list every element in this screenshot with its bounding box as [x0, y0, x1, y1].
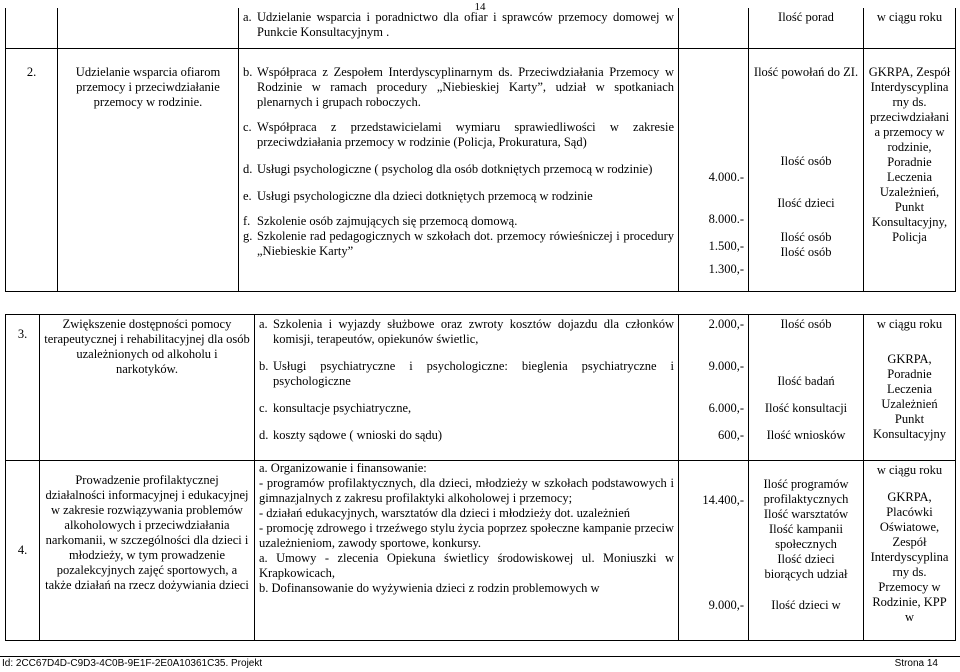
row-number: 3. [6, 315, 40, 461]
row-number: 2. [6, 48, 58, 291]
cost-cell: 2.000,- 9.000,- 6.000,- 600,- [679, 315, 749, 461]
task-cell: a. Organizowanie i finansowanie: - programów profilaktycznych, dla dzieci, młodzieży w szkołach podstawowych i gimnazjalnych z zakresu profilaktyki alkoholowej i przemocy; - działań edukacyjnych, warsztatów dla dzieci i młodzieży dot. uzależnień - promocję zdrowego i trzeźwego stylu życia poprzez społeczne kampanie przeciw uzależnieniom, zawody sportowe, konkursy. a. Umowy - zlecenia Opiekuna świetlicy środowiskowej ul. Moniuszki w Krapkowicach, b. Dofinansowanie do wyżywienia dzieci z rodzin problemowych w [255, 461, 679, 641]
table-row [6, 315, 956, 461]
table-row: a. Udzielanie wsparcia i poradnictwo dla ofiar i sprawców przemocy domowej w Punkcie Konsultacyjnym . Ilość porad w ciągu roku [6, 8, 956, 48]
who-cell: w ciągu roku GKRPA, Placówki Oświatowe, Zespół Interdyscyplina rny ds. Przemocy w Rodzinie, KPP w [864, 461, 956, 641]
task-text: Udzielanie wsparcia i poradnictwo dla ofiar i sprawców przemocy domowej w Punkcie Konsultacyjnym . [257, 10, 674, 39]
indicator-cell: Ilość programów profilaktycznych Ilość warsztatów Ilość kampanii społecznych Ilość dzieci biorących udział Ilość dzieci w [749, 461, 864, 641]
cost-cell: 4.000.- 8.000.- 1.500,- 1.300,- [679, 48, 749, 291]
who-cell: GKRPA, Zespół Interdyscyplina rny ds. przeciwdziałani a przemocy w rodzinie, Poradnie Leczenia Uzależnień, Punkt Konsultacyjny, Policja [864, 48, 956, 291]
table-bottom [5, 314, 956, 641]
page-footer [0, 656, 960, 672]
task-cell: b. Współpraca z Zespołem Interdyscyplinarnym ds. Przeciwdziałania Przemocy w Rodzinie w ramach procedury „Niebieskiej Karty”, udział w spotkaniach plenarnych i grupach roboczych. c. Współpraca z przedstawicielami wymiaru sprawiedliwości w zakresie przeciwdziałania przemocy w rodzinie (Policja, Prokuratura, Sąd) d. Usługi psychologiczne ( psycholog dla osób dotkniętych przemocą w rodzinie) e. Usługi psychologiczne dla dzieci dotkniętych przemocą w rodzinie f. Szkolenie osób zajmujących się przemocą domową. g. Szkolenie rad pedagogicznych w szkołach dot. przemocy rówieśniczej i procedury „Niebieskie Karty” [239, 48, 679, 291]
cost-cell: 14.400,- 9.000,- [679, 461, 749, 641]
task-cell: a. Szkolenia i wyjazdy służbowe oraz zwroty kosztów dojazdu dla członków komisji, terapeutów, opiekunów świetlic, b. Usługi psychiatryczne i psychologiczne: bieglenia psychiatryczne i psychologiczne c. konsultacje psychiatryczne, d. koszty sądowe ( wnioski do sądu) [255, 315, 679, 461]
goal-cell: Zwiększenie dostępności pomocy terapeutycznej i rehabilitacyjnej dla osób uzależnionych od alkoholu i narkotyków. [40, 315, 255, 461]
table-top [5, 8, 956, 292]
page-number: 14 [474, 1, 486, 13]
indicator-cell: Ilość powołań do ZI. Ilość osób Ilość dzieci Ilość osób Ilość osób [749, 48, 864, 291]
indicator-cell: Ilość osób Ilość badań Ilość konsultacji Ilość wniosków [749, 315, 864, 461]
table-row [6, 461, 956, 641]
who-cell: w ciągu roku [864, 8, 956, 48]
table-row [6, 48, 956, 291]
document-id: Id: 2CC67D4D-C9D3-4C0B-9E1F-2E0A10361C35. Projekt [2, 658, 263, 669]
row-number: 4. [6, 461, 40, 641]
goal-cell: Prowadzenie profilaktycznej działalności informacyjnej i edukacyjnej w zakresie rozwiązywania problemów alkoholowych i przeciwdziałania narkomanii, w szczególności dla dzieci i młodzieży, w tym prowadzenie pozalekcyjnych zajęć sportowych, a także działań na rzecz dożywiania dzieci [40, 461, 255, 641]
indicator-cell: Ilość porad [749, 8, 864, 48]
who-cell: w ciągu roku GKRPA, Poradnie Leczenia Uzależnień Punkt Konsultacyjny [864, 315, 956, 461]
page-label: Strona 14 [894, 658, 938, 669]
goal-cell: Udzielanie wsparcia ofiarom przemocy i przeciwdziałanie przemocy w rodzinie. [58, 48, 239, 291]
